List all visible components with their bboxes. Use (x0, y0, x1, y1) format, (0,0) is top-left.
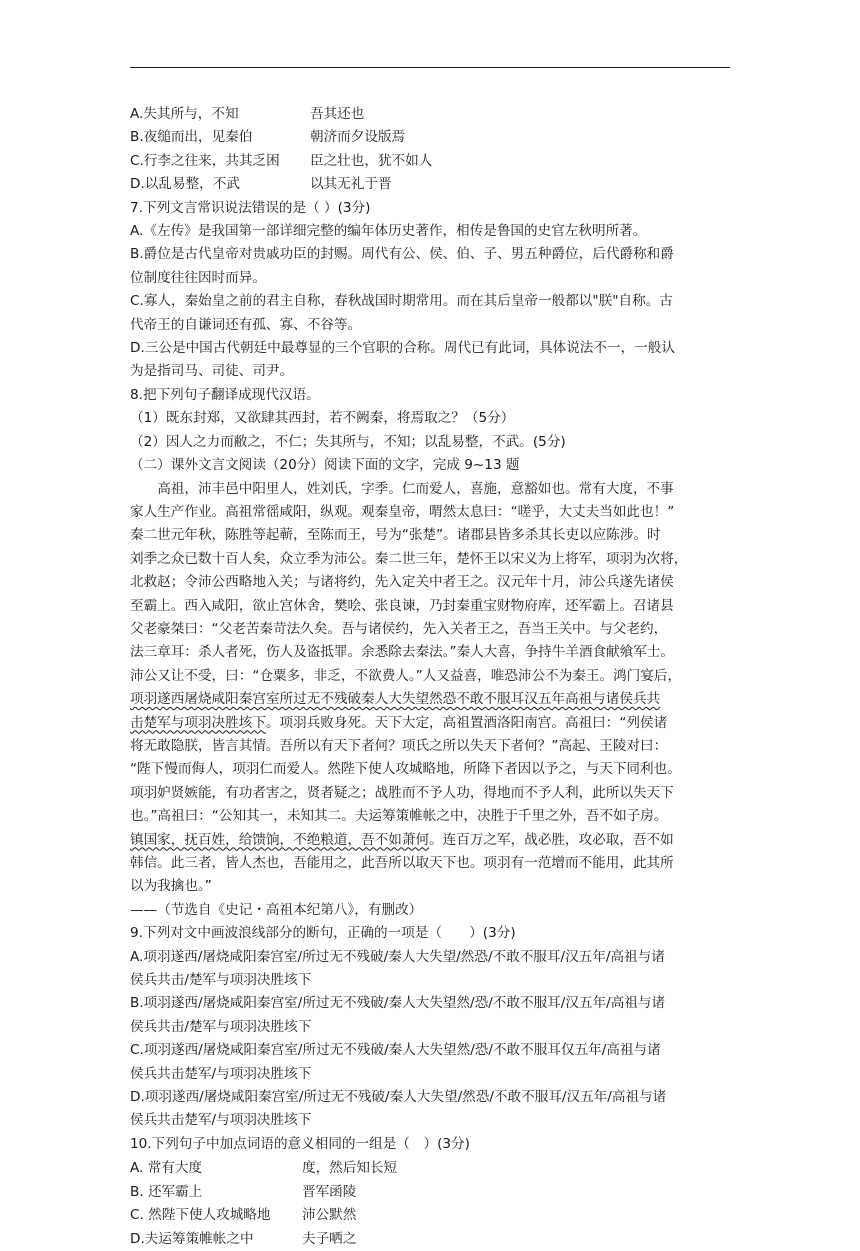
passage-line: 法三章耳：杀人者死，伤人及盗抵罪。余悉除去秦法。”秦人大喜，争持牛羊酒食献飨军士。 (130, 644, 674, 661)
q7-line: A.《左传》是我国第一部详细完整的编年体历史著作，相传是鲁国的史官左秋明所著。 (130, 223, 647, 240)
q9-line: 侯兵共击楚军/与项羽决胜垓下 (130, 1112, 312, 1129)
passage-line: 以为我擒也。” (130, 878, 212, 895)
q7-line: 为是指司马、司徒、司尹。 (130, 363, 294, 380)
passage-line: 父老豪桀曰：“父老苦秦苛法久矣。吾与诸侯约，先入关者王之，吾当王关中。与父老约， (130, 620, 668, 637)
option-left: B.夜缒而出，见秦伯 (130, 129, 253, 146)
passage-line: 至霸上。西入咸阳，欲止宫休舍，樊哙、张良谏，乃封秦重宝财物府库，还军霸上。召诸县 (130, 597, 674, 614)
q6-option-a (130, 103, 732, 126)
q9 (130, 922, 732, 1133)
q9-line: B.项羽遂西/屠烧咸阳秦宫室/所过无不残破/秦人大失望然/恐/不敢不服耳/汉五年/高祖与诸 (130, 995, 666, 1012)
option-left: A.失其所与，不知 (130, 106, 239, 122)
q10 (130, 1133, 732, 1251)
passage-line: 沛公又让不受，曰：“仓粟多，非乏，不欲费人。”人又益喜，唯恐沛公不为秦王。鸿门宴后， (130, 667, 682, 684)
passage-text: 。项羽兵败身死。天下大定，高祖置酒洛阳南宫。高祖曰：“列侯诸 (265, 714, 668, 731)
option-left: A. 常有大度 (130, 1160, 203, 1177)
document-body (130, 103, 732, 1251)
passage-line (130, 829, 732, 852)
q7-line: D.三公是中国古代朝廷中最尊显的三个官职的合称。周代已有此词，具体说法不一，一般认 (130, 340, 675, 357)
wavy-underlined-text: 击楚军与项羽决胜垓下 (130, 714, 266, 731)
passage (130, 478, 732, 923)
q8 (130, 384, 732, 478)
passage-line (130, 712, 732, 735)
q9-line: A.项羽遂西/屠烧咸阳秦宫室/所过无不残破/秦人大失望/然恐/不敢不服耳/汉五年/高祖与诸 (130, 948, 665, 965)
q7-line: 位制度往往因时而异。 (130, 269, 266, 286)
q10-option-b (130, 1181, 732, 1204)
q6-options (130, 103, 732, 197)
q10-stem: 10.下列句子中加点词语的意义相同的一组是（ ）(3分) (130, 1135, 470, 1152)
passage-line: 高祖，沛丰邑中阳里人，姓刘氏，字季。仁而爱人，喜施，意豁如也。常有大度，不事 (157, 480, 674, 497)
passage-line: 项羽妒贤嫉能，有功者害之，贤者疑之；战胜而不予人功，得地而不予人利，此所以失天下 (130, 784, 674, 801)
option-left: B. 还军霸上 (130, 1183, 203, 1200)
q7 (130, 197, 732, 384)
passage-line: 也。”高祖曰：“公知其一，未知其二。夫运筹策帷帐之中，决胜于千里之外，吾不如子房。 (130, 808, 668, 825)
q7-stem: 7.下列文言常识说法错误的是（ ）(3分) (130, 199, 371, 216)
option-left: C. 然陛下使人攻城略地 (130, 1207, 271, 1224)
passage-line: 秦二世元年秋，陈胜等起蕲，至陈而王，号为“张楚”。诸郡县皆多杀其长吏以应陈涉。时 (130, 527, 661, 544)
option-right: 以其无礼于晋 (310, 176, 392, 193)
q8-item: （1）既东封郑，又欲肆其西封，若不阙秦，将焉取之？（5分） (130, 410, 515, 427)
option-right: 晋军函陵 (302, 1183, 357, 1200)
q9-line: D.项羽遂西/屠烧咸阳秦宫室/所过无不残破/秦人大失望/然恐/不敢不服耳/汉五年/高祖与诸 (130, 1089, 667, 1106)
q9-line: 侯兵共击楚军/与项羽决胜垓下 (130, 1065, 312, 1082)
q7-line: 代帝王的自谦词还有孤、寡、不谷等。 (130, 316, 362, 333)
q7-line: C.寡人，秦始皇之前的君主自称，春秋战国时期常用。而在其后皇帝一般都以"朕"自称。古 (130, 293, 673, 310)
option-left: D.以乱易整，不武 (130, 176, 240, 193)
q8-item: （2）因人之力而敝之，不仁；失其所与，不知；以乱易整，不武。(5分) (130, 433, 566, 450)
option-left: C.行李之往来，共其乏困 (130, 152, 280, 169)
header-rule (130, 67, 730, 68)
passage-line: “陛下慢而侮人，项羽仁而爱人。然陛下使人攻城略地，所降下者因以予之，与天下同利也。 (130, 761, 681, 778)
option-right: 夫子哂之 (302, 1230, 357, 1247)
q10-option-d (130, 1228, 732, 1251)
option-right: 度，然后知长短 (302, 1160, 398, 1177)
passage-line: 刘季之众已数十百人矣，众立季为沛公。秦二世三年，楚怀王以宋义为上将军，项羽为次将， (130, 550, 688, 567)
q9-stem: 9.下列对文中画波浪线部分的断句，正确的一项是（ ）(3分) (130, 925, 516, 942)
q6-option-d (130, 173, 732, 196)
wavy-underlined-text: 镇国家，抚百姓，给馈饷，不绝粮道，吾不如萧何 (130, 831, 430, 848)
passage-line: 将无敢隐朕，皆言其情。吾所以有天下者何？项氏之所以失天下者何？”高起、王陵对曰： (130, 737, 668, 754)
q6-option-c (130, 150, 732, 173)
option-right: 臣之壮也，犹不如人 (310, 152, 433, 169)
q10-option-a (130, 1157, 732, 1180)
option-right: 沛公默然 (302, 1207, 357, 1224)
passage-line: 北救赵；令沛公西略地入关；与诸将约，先入定关中者王之。汉元年十月，沛公兵遂先诸侯 (130, 574, 674, 591)
q7-line: B.爵位是古代皇帝对贵戚功臣的封赐。周代有公、侯、伯、子、男五种爵位，后代爵称和爵 (130, 246, 674, 263)
wavy-underlined-line: 项羽遂西屠烧咸阳秦宫室所过无不残破秦人大失望然恐不敢不服耳汉五年高祖与诸侯兵共 (130, 691, 661, 708)
passage-line: 家人生产作业。高祖常徭咸阳，纵观。观秦皇帝，喟然太息曰：“嗟乎，大丈夫当如此也！” (130, 503, 675, 520)
q6-option-b (130, 126, 732, 149)
q9-line: C.项羽遂西/屠烧咸阳秦宫室/所过无不残破/秦人大失望然/恐/不敢不服耳仅五年/高祖与诸 (130, 1042, 661, 1059)
option-right: 朝济而夕设版焉 (310, 129, 406, 146)
section-two-heading: （二）课外文言文阅读（20分）阅读下面的文字，完成 9~13 题 (130, 457, 520, 474)
q9-line: 侯兵共击/楚军与项羽决胜垓下 (130, 972, 312, 989)
passage-line: 韩信。此三者，皆人杰也，吾能用之，此吾所以取天下也。项羽有一范增而不能用，此其所 (130, 855, 674, 871)
q8-stem: 8.把下列句子翻译成现代汉语。 (130, 386, 320, 403)
passage-source: ——（节选自《史记・高祖本纪第八》，有删改） (130, 901, 423, 918)
option-left: D.夫运筹策帷帐之中 (130, 1230, 254, 1247)
passage-text: 。连百万之军，战必胜，攻必取，吾不如 (429, 831, 674, 848)
q9-line: 侯兵共击/楚军与项羽决胜垓下 (130, 1018, 312, 1035)
option-right: 吾其还也 (310, 106, 365, 122)
